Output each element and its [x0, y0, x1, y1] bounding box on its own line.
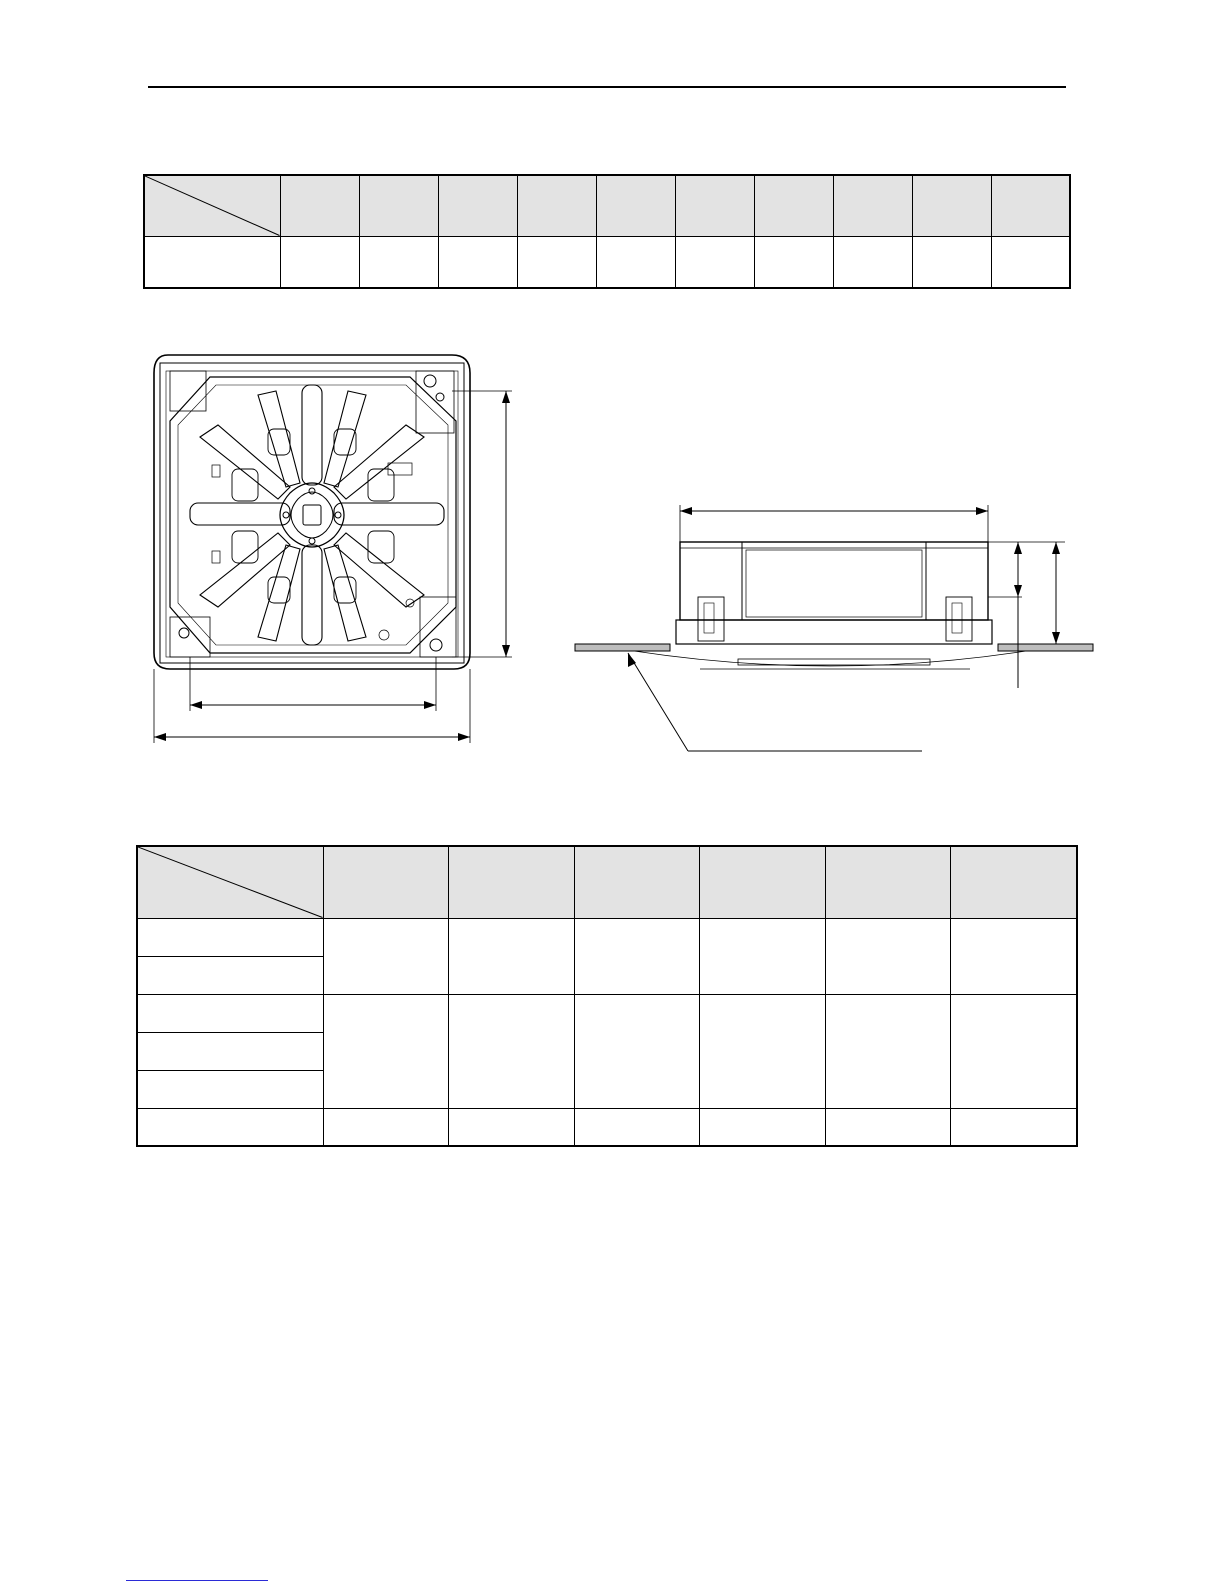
- table-cell: [448, 1108, 574, 1146]
- table-cell: [950, 994, 1077, 1108]
- table-row-label: [137, 956, 323, 994]
- table-cell: [574, 1108, 699, 1146]
- footer-link[interactable]: [126, 1566, 268, 1581]
- table-row-label: [144, 236, 280, 288]
- table-row-label: [137, 918, 323, 956]
- table-cell: [754, 236, 833, 288]
- table-cell: [574, 994, 699, 1108]
- bottom-spec-table: [136, 845, 1078, 1147]
- table-cell: [596, 236, 675, 288]
- table-cell: [448, 994, 574, 1108]
- table-cell: [699, 994, 825, 1108]
- table-cell: [833, 236, 912, 288]
- table-cell: [950, 918, 1077, 994]
- table-cell: [323, 918, 448, 994]
- table-header-cell: [825, 846, 950, 918]
- table-corner-header: [137, 846, 323, 918]
- table-header-cell: [359, 175, 438, 236]
- table-cell: [699, 918, 825, 994]
- top-spec-table: [143, 174, 1071, 289]
- table-corner-header: [144, 175, 280, 236]
- table-cell: [323, 994, 448, 1108]
- table-row-label: [137, 1070, 323, 1108]
- table-cell: [991, 236, 1070, 288]
- table-row-label: [137, 1108, 323, 1146]
- table-cell: [438, 236, 517, 288]
- table-header-cell: [323, 846, 448, 918]
- table-header-cell: [517, 175, 596, 236]
- table-row-label: [137, 994, 323, 1032]
- table-header-cell: [754, 175, 833, 236]
- table-header-cell: [912, 175, 991, 236]
- table-row-label: [137, 1032, 323, 1070]
- table-header-cell: [438, 175, 517, 236]
- table-cell: [825, 1108, 950, 1146]
- corner-diagonal: [145, 176, 280, 236]
- table-cell: [825, 918, 950, 994]
- table-header-cell: [675, 175, 754, 236]
- table-cell: [699, 1108, 825, 1146]
- side-view-drawing: [570, 495, 1100, 760]
- table-header-cell: [833, 175, 912, 236]
- plan-view-drawing: [140, 345, 530, 750]
- corner-diagonal: [138, 847, 323, 918]
- table-cell: [574, 918, 699, 994]
- table-cell: [359, 236, 438, 288]
- table-cell: [675, 236, 754, 288]
- table-cell: [517, 236, 596, 288]
- table-header-cell: [448, 846, 574, 918]
- table-cell: [280, 236, 359, 288]
- table-cell: [448, 918, 574, 994]
- table-header-cell: [991, 175, 1070, 236]
- table-header-cell: [280, 175, 359, 236]
- table-header-cell: [950, 846, 1077, 918]
- table-cell: [825, 994, 950, 1108]
- table-cell: [912, 236, 991, 288]
- table-cell: [323, 1108, 448, 1146]
- table-header-cell: [699, 846, 825, 918]
- header-rule: [148, 86, 1066, 88]
- table-cell: [950, 1108, 1077, 1146]
- table-header-cell: [574, 846, 699, 918]
- table-header-cell: [596, 175, 675, 236]
